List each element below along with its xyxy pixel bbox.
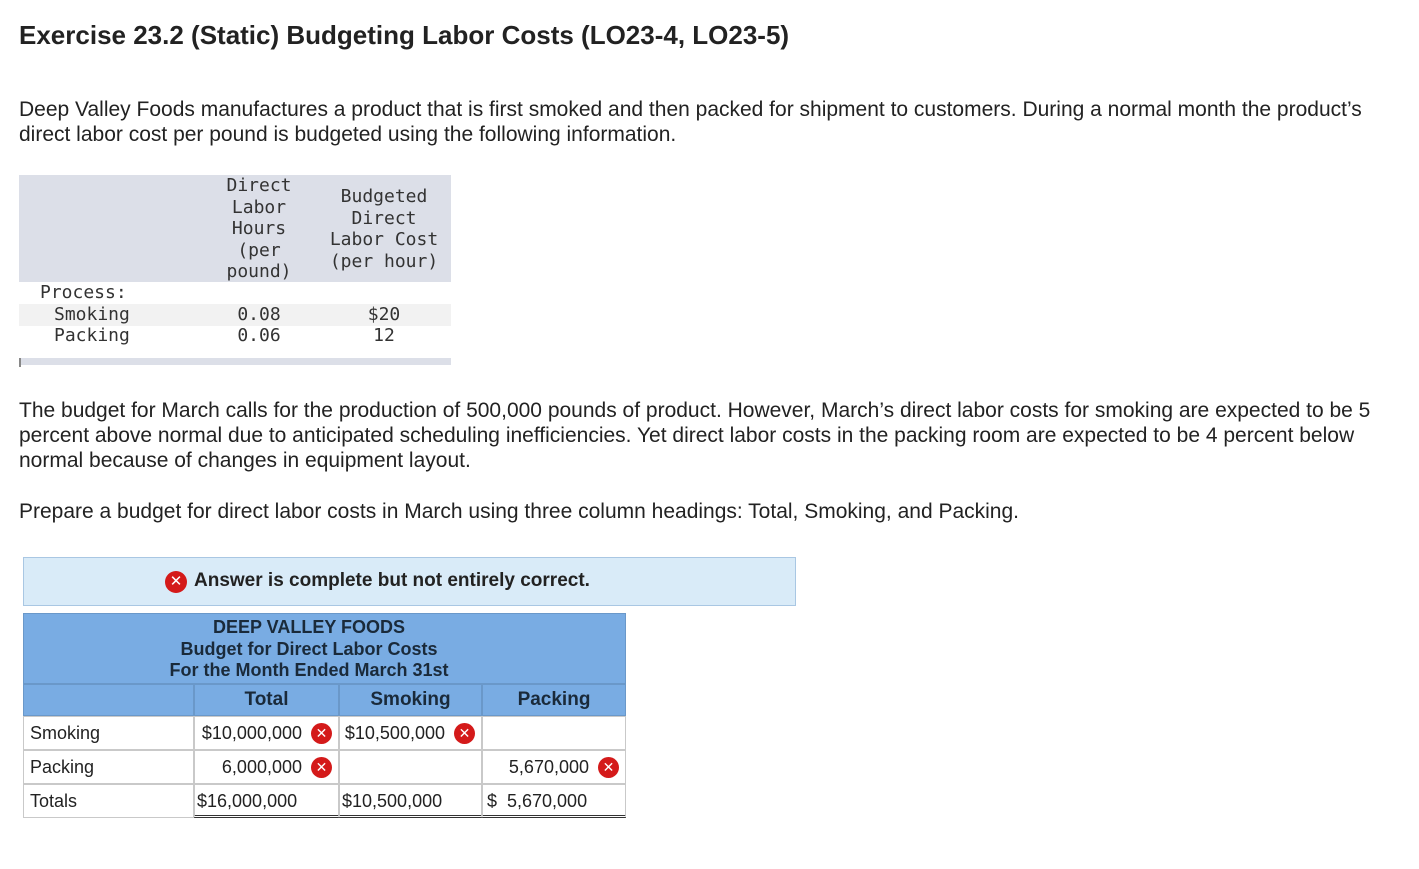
header-smoking: Smoking — [339, 684, 482, 716]
company-name: DEEP VALLEY FOODS — [212, 617, 406, 637]
packing-total-value: 6,000,000 — [221, 757, 302, 777]
header-budgeted-cost: Budgeted Direct Labor Cost (per hour) — [329, 186, 439, 272]
row-label-packing: Packing — [23, 750, 194, 784]
header-total: Total — [194, 684, 339, 716]
smoking-smoking-value: $10,500,000 — [344, 723, 445, 743]
budget-banner — [23, 613, 626, 684]
packing-cost: 12 — [373, 325, 395, 346]
x-circle-icon: ✕ — [311, 757, 332, 778]
budget-period: For the Month Ended March 31st — [169, 660, 449, 680]
x-circle-icon: ✕ — [598, 757, 619, 778]
budget-subtitle: Budget for Direct Labor Costs — [180, 639, 438, 659]
info-bottom-tick — [19, 358, 21, 367]
header-packing: Packing — [482, 684, 626, 716]
x-circle-icon: ✕ — [454, 723, 475, 744]
packing-packing-input[interactable] — [482, 750, 626, 784]
march-budget-text: The budget for March calls for the production of 500,000 pounds of product. However, March’s direct labor costs for smoking are expected to be 5 percent above normal due to anticipated scheduling inefficiencies. Yet direct labor costs in the packing room are expected to be 4 percent below normal because of changes in equipment layout. — [19, 399, 1371, 472]
smoking-hours: 0.08 — [237, 304, 281, 325]
totals-smoking-value: $10,500,000 — [339, 784, 482, 818]
packing-smoking-input[interactable] — [339, 750, 482, 784]
totals-packing-cell — [482, 784, 626, 818]
packing-hours: 0.06 — [237, 325, 281, 346]
smoking-total-input[interactable] — [194, 716, 339, 750]
smoking-cost: $20 — [367, 304, 401, 325]
smoking-packing-input[interactable] — [482, 716, 626, 750]
page-title: Exercise 23.2 (Static) Budgeting Labor Costs (LO23-4, LO23-5) — [19, 20, 790, 50]
x-circle-icon: ✕ — [311, 723, 332, 744]
packing-packing-value: 5,670,000 — [508, 757, 589, 777]
labor-info-table — [19, 175, 451, 367]
process-label: Process: — [40, 282, 127, 303]
intro-text: Deep Valley Foods manufactures a product that is first smoked and then packed for shipment to customers. During a normal month the product’s direct labor cost per pound is budgeted using the following information. — [19, 98, 1362, 146]
packing-total-input[interactable] — [194, 750, 339, 784]
smoking-total-value: $10,000,000 — [201, 723, 302, 743]
row-label-smoking: Smoking — [54, 304, 130, 325]
row-label-smoking: Smoking — [23, 716, 194, 750]
totals-packing-value: 5,670,000 — [507, 791, 588, 811]
instruction-text: Prepare a budget for direct labor costs in March using three column headings: Total, Smoking, and Packing. — [19, 500, 1020, 523]
info-bottom-rule — [19, 358, 451, 365]
totals-total-value: $16,000,000 — [194, 784, 339, 818]
header-direct-labor-hours: Direct Labor Hours (per pound) — [226, 175, 292, 282]
answer-status-box — [23, 557, 796, 606]
header-blank — [23, 684, 194, 716]
row-label-packing: Packing — [54, 325, 130, 346]
row-label-totals: Totals — [23, 784, 194, 818]
x-circle-icon: ✕ — [165, 571, 187, 593]
totals-packing-dollar: $ — [487, 791, 498, 811]
smoking-smoking-input[interactable] — [339, 716, 482, 750]
answer-status-text: Answer is complete but not entirely correct. — [194, 570, 590, 591]
